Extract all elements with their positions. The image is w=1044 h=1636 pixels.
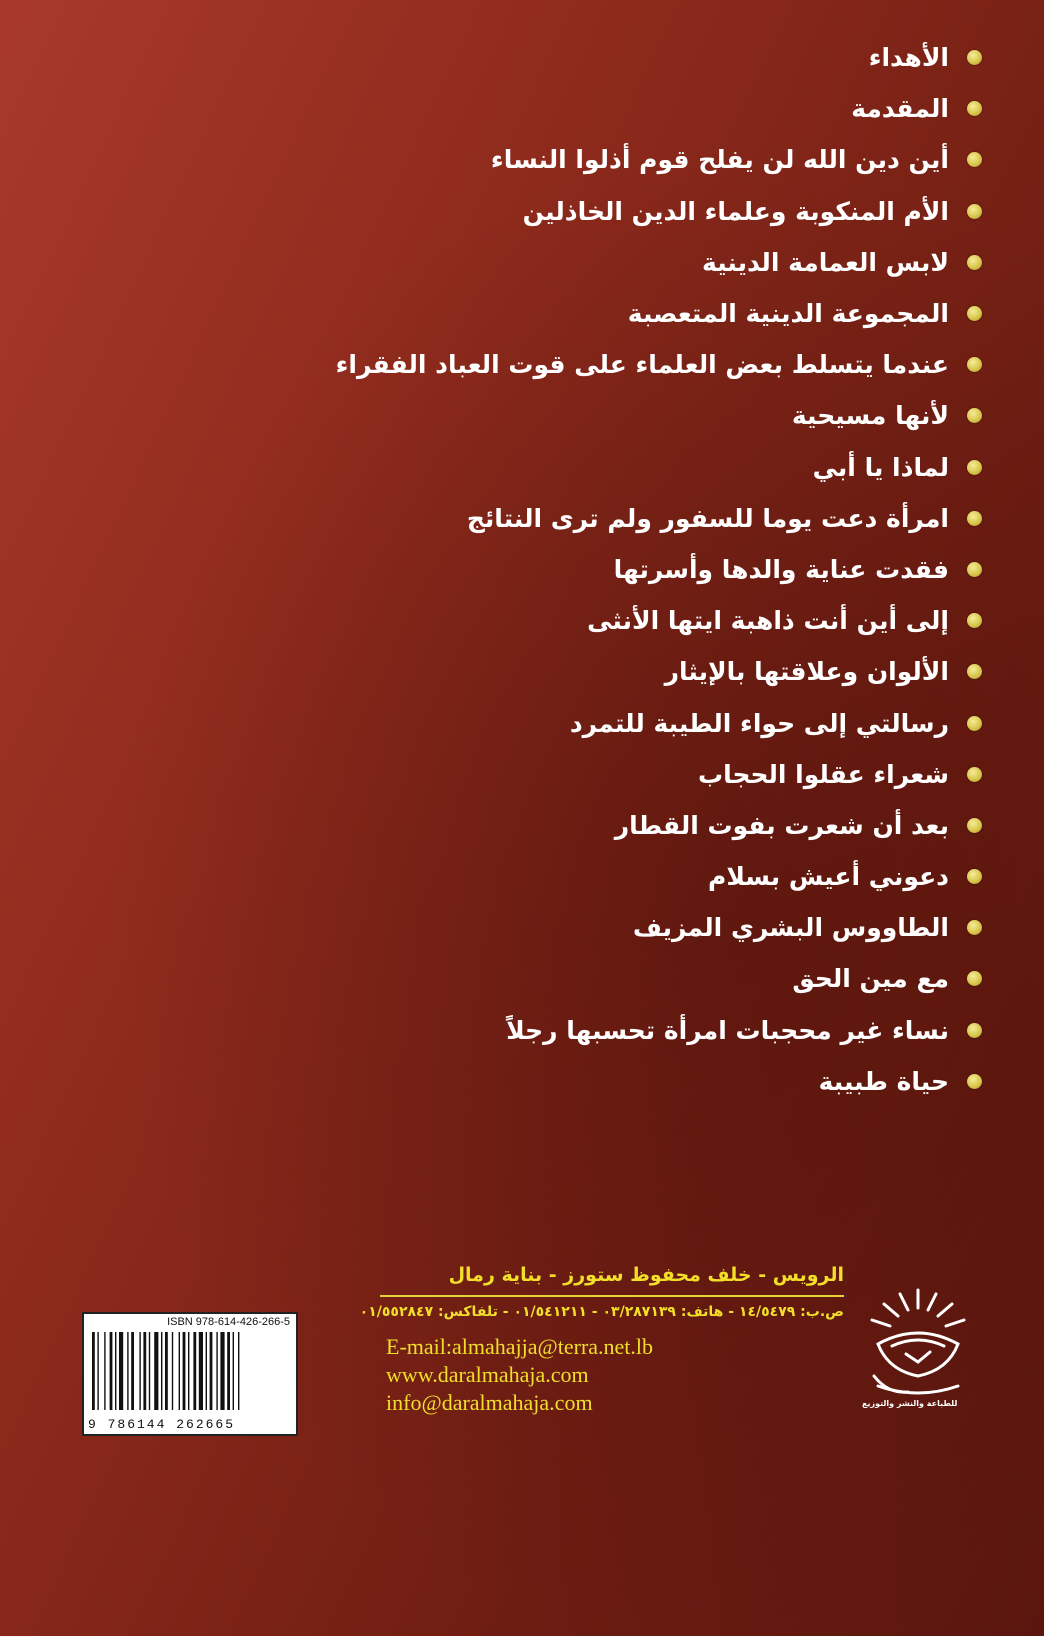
toc-item bbox=[222, 390, 982, 441]
toc-item-label: لابس العمامة الدينية bbox=[702, 247, 949, 277]
barcode-bar bbox=[210, 1332, 213, 1410]
barcode-bar bbox=[92, 1332, 95, 1410]
bullet-icon bbox=[967, 50, 982, 65]
toc-item-label: المقدمة bbox=[851, 94, 949, 124]
bullet-icon bbox=[967, 869, 982, 884]
barcode-bar bbox=[127, 1332, 128, 1410]
barcode-bar bbox=[165, 1332, 168, 1410]
barcode-bar bbox=[179, 1332, 180, 1410]
toc-item-label: رسالتي إلى حواء الطيبة للتمرد bbox=[569, 708, 949, 738]
barcode-bar bbox=[238, 1332, 239, 1410]
bullet-icon bbox=[967, 971, 982, 986]
publisher-info-email[interactable]: info@daralmahaja.com bbox=[386, 1390, 593, 1415]
bullet-icon bbox=[967, 152, 982, 167]
barcode-bar bbox=[220, 1332, 224, 1410]
barcode-bar bbox=[119, 1332, 123, 1410]
isbn-label: ISBN 978-614-426-266-5 bbox=[167, 1316, 290, 1328]
toc-item bbox=[222, 1056, 982, 1107]
toc-item bbox=[222, 544, 982, 595]
toc-item bbox=[222, 134, 982, 185]
toc-item-label: إلى أين أنت ذاهبة ايتها الأنثى bbox=[587, 606, 949, 636]
barcode-bars bbox=[90, 1332, 290, 1410]
bullet-icon bbox=[967, 613, 982, 628]
bullet-icon bbox=[967, 204, 982, 219]
bullet-icon bbox=[967, 408, 982, 423]
toc-item bbox=[222, 493, 982, 544]
bullet-icon bbox=[967, 357, 982, 372]
toc-item bbox=[222, 339, 982, 390]
bullet-icon bbox=[967, 255, 982, 270]
isbn-barcode bbox=[82, 1312, 298, 1436]
address-divider bbox=[380, 1295, 844, 1297]
toc-item-label: امرأة دعت يوما للسفور ولم ترى النتائج bbox=[466, 503, 949, 533]
toc-item bbox=[222, 800, 982, 851]
barcode-bar bbox=[143, 1332, 146, 1410]
barcode-bar bbox=[131, 1332, 134, 1410]
toc-item bbox=[222, 697, 982, 748]
toc-item-label: المجموعة الدينية المتعصبة bbox=[627, 299, 949, 329]
bullet-icon bbox=[967, 767, 982, 782]
toc-item bbox=[222, 595, 982, 646]
toc-item-label: الأهداء bbox=[868, 43, 949, 73]
toc-item bbox=[222, 851, 982, 902]
publisher-logo bbox=[858, 1282, 978, 1408]
toc-item-label: الألوان وعلاقتها بالإيثار bbox=[664, 657, 949, 687]
barcode-bar bbox=[149, 1332, 150, 1410]
barcode-bar bbox=[227, 1332, 230, 1410]
toc-item bbox=[222, 32, 982, 83]
publisher-phones: ص.ب: ١٤/٥٤٧٩ - هاتف: ٠٣/٢٨٧١٣٩ - ٠١/٥٤١٢١١ - تلفاكس: ٠١/٥٥٢٨٤٧ bbox=[359, 1304, 844, 1320]
barcode-bar bbox=[97, 1332, 98, 1410]
publisher-address: الرويس - خلف محفوظ ستورز - بناية رمال bbox=[448, 1264, 844, 1286]
bullet-icon bbox=[967, 1023, 982, 1038]
barcode-digits: 9 786144 262665 bbox=[88, 1417, 236, 1432]
toc-item-label: مع مين الحق bbox=[792, 964, 949, 994]
barcode-bar bbox=[183, 1332, 186, 1410]
toc-item-label: لأنها مسيحية bbox=[791, 401, 949, 431]
bullet-icon bbox=[967, 818, 982, 833]
barcode-bar bbox=[188, 1332, 189, 1410]
bullet-icon bbox=[967, 511, 982, 526]
barcode-bar bbox=[172, 1332, 173, 1410]
barcode-bar bbox=[154, 1332, 158, 1410]
barcode-bar bbox=[233, 1332, 234, 1410]
toc-item-label: أين دين الله لن يفلح قوم أذلوا النساء bbox=[490, 145, 949, 175]
barcode-bar bbox=[161, 1332, 162, 1410]
toc-item-label: شعراء عقلوا الحجاب bbox=[697, 759, 949, 789]
toc-item-label: نساء غير محجبات امرأة تحسبها رجلاً bbox=[506, 1015, 949, 1045]
toc-item-label: عندما يتسلط بعض العلماء على قوت العباد الفقراء bbox=[335, 350, 949, 380]
toc-item-label: لماذا يا أبي bbox=[812, 452, 949, 482]
toc-item bbox=[222, 1005, 982, 1056]
toc-item bbox=[222, 749, 982, 800]
toc-item bbox=[222, 83, 982, 134]
bullet-icon bbox=[967, 1074, 982, 1089]
toc-item bbox=[222, 442, 982, 493]
bullet-icon bbox=[967, 664, 982, 679]
table-of-contents bbox=[222, 32, 982, 1107]
bullet-icon bbox=[967, 460, 982, 475]
barcode-bar bbox=[206, 1332, 207, 1410]
toc-item bbox=[222, 288, 982, 339]
barcode-bar bbox=[115, 1332, 116, 1410]
toc-item-label: الأم المنكوبة وعلماء الدين الخاذلين bbox=[522, 196, 949, 226]
barcode-bar bbox=[199, 1332, 203, 1410]
barcode-bar bbox=[193, 1332, 196, 1410]
barcode-bar bbox=[216, 1332, 217, 1410]
toc-item bbox=[222, 186, 982, 237]
bullet-icon bbox=[967, 716, 982, 731]
toc-item-label: فقدت عناية والدها وأسرتها bbox=[613, 554, 949, 584]
publisher-email[interactable]: E-mail:almahajja@terra.net.lb bbox=[386, 1334, 654, 1359]
toc-item bbox=[222, 237, 982, 288]
barcode-bar bbox=[110, 1332, 113, 1410]
toc-item-label: حياة طبيبة bbox=[818, 1066, 949, 1096]
toc-item bbox=[222, 646, 982, 697]
bullet-icon bbox=[967, 306, 982, 321]
toc-item-label: دعوني أعيش بسلام bbox=[708, 862, 949, 892]
bullet-icon bbox=[967, 920, 982, 935]
toc-item bbox=[222, 902, 982, 953]
toc-item-label: الطاووس البشري المزيف bbox=[632, 913, 949, 943]
barcode-bar bbox=[104, 1332, 105, 1410]
publisher-website[interactable]: www.daralmahaja.com bbox=[386, 1362, 589, 1387]
toc-item-label: بعد أن شعرت بفوت القطار bbox=[614, 810, 949, 840]
svg-text:للطباعة والنشر والتوزيع: للطباعة والنشر والتوزيع bbox=[862, 1399, 958, 1408]
barcode-bar bbox=[139, 1332, 140, 1410]
bullet-icon bbox=[967, 562, 982, 577]
bullet-icon bbox=[967, 101, 982, 116]
toc-item bbox=[222, 953, 982, 1004]
